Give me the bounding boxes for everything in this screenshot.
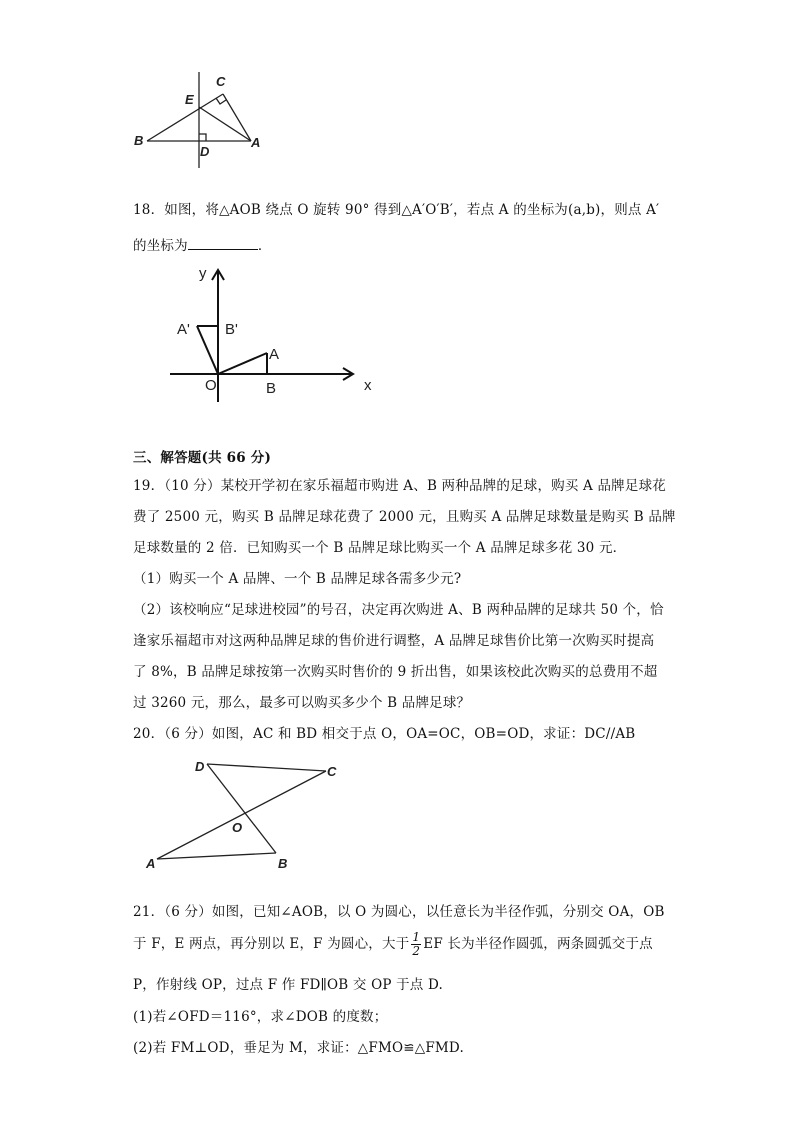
- fraction-denominator: 2: [412, 944, 421, 958]
- label-O: O: [232, 820, 243, 835]
- q21-line2: [133, 931, 653, 958]
- q19-line: （1）购买一个 A 品牌、一个 B 品牌足球各需多少元?: [133, 571, 462, 587]
- label-y: y: [199, 265, 207, 282]
- line-EA: [199, 107, 251, 141]
- answer-blank[interactable]: [188, 237, 258, 250]
- section-heading: 三、解答题(共 66 分): [133, 450, 272, 466]
- segment-AC: [157, 771, 326, 859]
- line-CA: [223, 94, 251, 141]
- label-D: D: [195, 759, 205, 774]
- label-A-prime: A': [177, 321, 190, 338]
- q21-line5: (2)若 FM⊥OD，垂足为 M，求证：△FMO≌△FMD.: [133, 1040, 464, 1056]
- q18-line1: 18．如图，将△AOB 绕点 O 旋转 90° 得到△A′O′B′，若点 A 的坐标为(a,b)，则点 A′: [133, 202, 660, 218]
- figure-18: [165, 262, 385, 402]
- q21-line1: 21．（6 分）如图，已知∠AOB，以 O 为圆心，以任意长为半径作弧，分别交 OA，OB: [133, 904, 665, 920]
- label-A: A: [146, 856, 156, 871]
- segment-DB: [207, 764, 276, 853]
- segment-AB: [157, 853, 276, 859]
- label-O: O: [205, 377, 217, 394]
- label-B: B: [266, 380, 277, 397]
- segment-OA: [218, 353, 267, 374]
- q18-line2: [133, 234, 272, 254]
- label-x: x: [364, 377, 372, 394]
- label-A: A: [251, 135, 261, 150]
- q21-line2-pre: 于 F，E 两点，再分别以 E，F 为圆心，大于: [133, 936, 410, 952]
- label-D: D: [200, 144, 210, 159]
- label-C: C: [216, 74, 226, 89]
- segment-OAprime: [197, 326, 218, 374]
- figure-17: [120, 60, 280, 170]
- q21-line2-post: EF 长为半径作圆弧，两条圆弧交于点: [423, 936, 653, 952]
- q19-line: 逢家乐福超市对这两种品牌足球的售价进行调整，A 品牌足球售价比第一次购买时提高: [133, 633, 655, 649]
- q19-line: 19．（10 分）某校开学初在家乐福超市购进 A、B 两种品牌的足球，购买 A 品牌足球花: [133, 478, 666, 494]
- q20-line: 20．（6 分）如图，AC 和 BD 相交于点 O，OA=OC，OB=OD，求证：DC//AB: [133, 726, 636, 742]
- label-E: E: [185, 92, 194, 107]
- q21-line3: P，作射线 OP，过点 F 作 FD∥OB 交 OP 于点 D.: [133, 977, 444, 993]
- right-angle-D: [199, 134, 206, 141]
- segment-DC: [207, 764, 326, 771]
- q21-line4: (1)若∠OFD＝116°，求∠DOB 的度数；: [133, 1009, 388, 1025]
- q19-line: 足球数量的 2 倍．已知购买一个 B 品牌足球比购买一个 A 品牌足球多花 30 元．: [133, 540, 627, 556]
- label-C: C: [327, 764, 337, 779]
- fraction-half: [411, 931, 421, 958]
- label-B: B: [278, 856, 288, 871]
- q18-line2-post: ．: [257, 238, 272, 254]
- q19-line: （2）该校响应“足球进校园”的号召，决定再次购进 A、B 两种品牌的足球共 50 个，恰: [133, 602, 664, 618]
- q19-line: 了 8%，B 品牌足球按第一次购买时售价的 9 折出售，如果该校此次购买的总费用不超: [133, 664, 658, 680]
- label-A: A: [269, 346, 280, 363]
- q19-line: 费了 2500 元，购买 B 品牌足球花费了 2000 元，且购买 A 品牌足球数量是购买 B 品牌: [133, 509, 676, 525]
- label-B-prime: B': [225, 321, 238, 338]
- right-angle-C: [216, 98, 226, 104]
- q19-line: 过 3260 元，那么，最多可以购买多少个 B 品牌足球？: [133, 695, 471, 711]
- figure-20: [140, 752, 350, 877]
- q18-line2-pre: 的坐标为: [133, 238, 188, 254]
- fraction-numerator: 1: [412, 930, 421, 944]
- label-B: B: [134, 133, 144, 148]
